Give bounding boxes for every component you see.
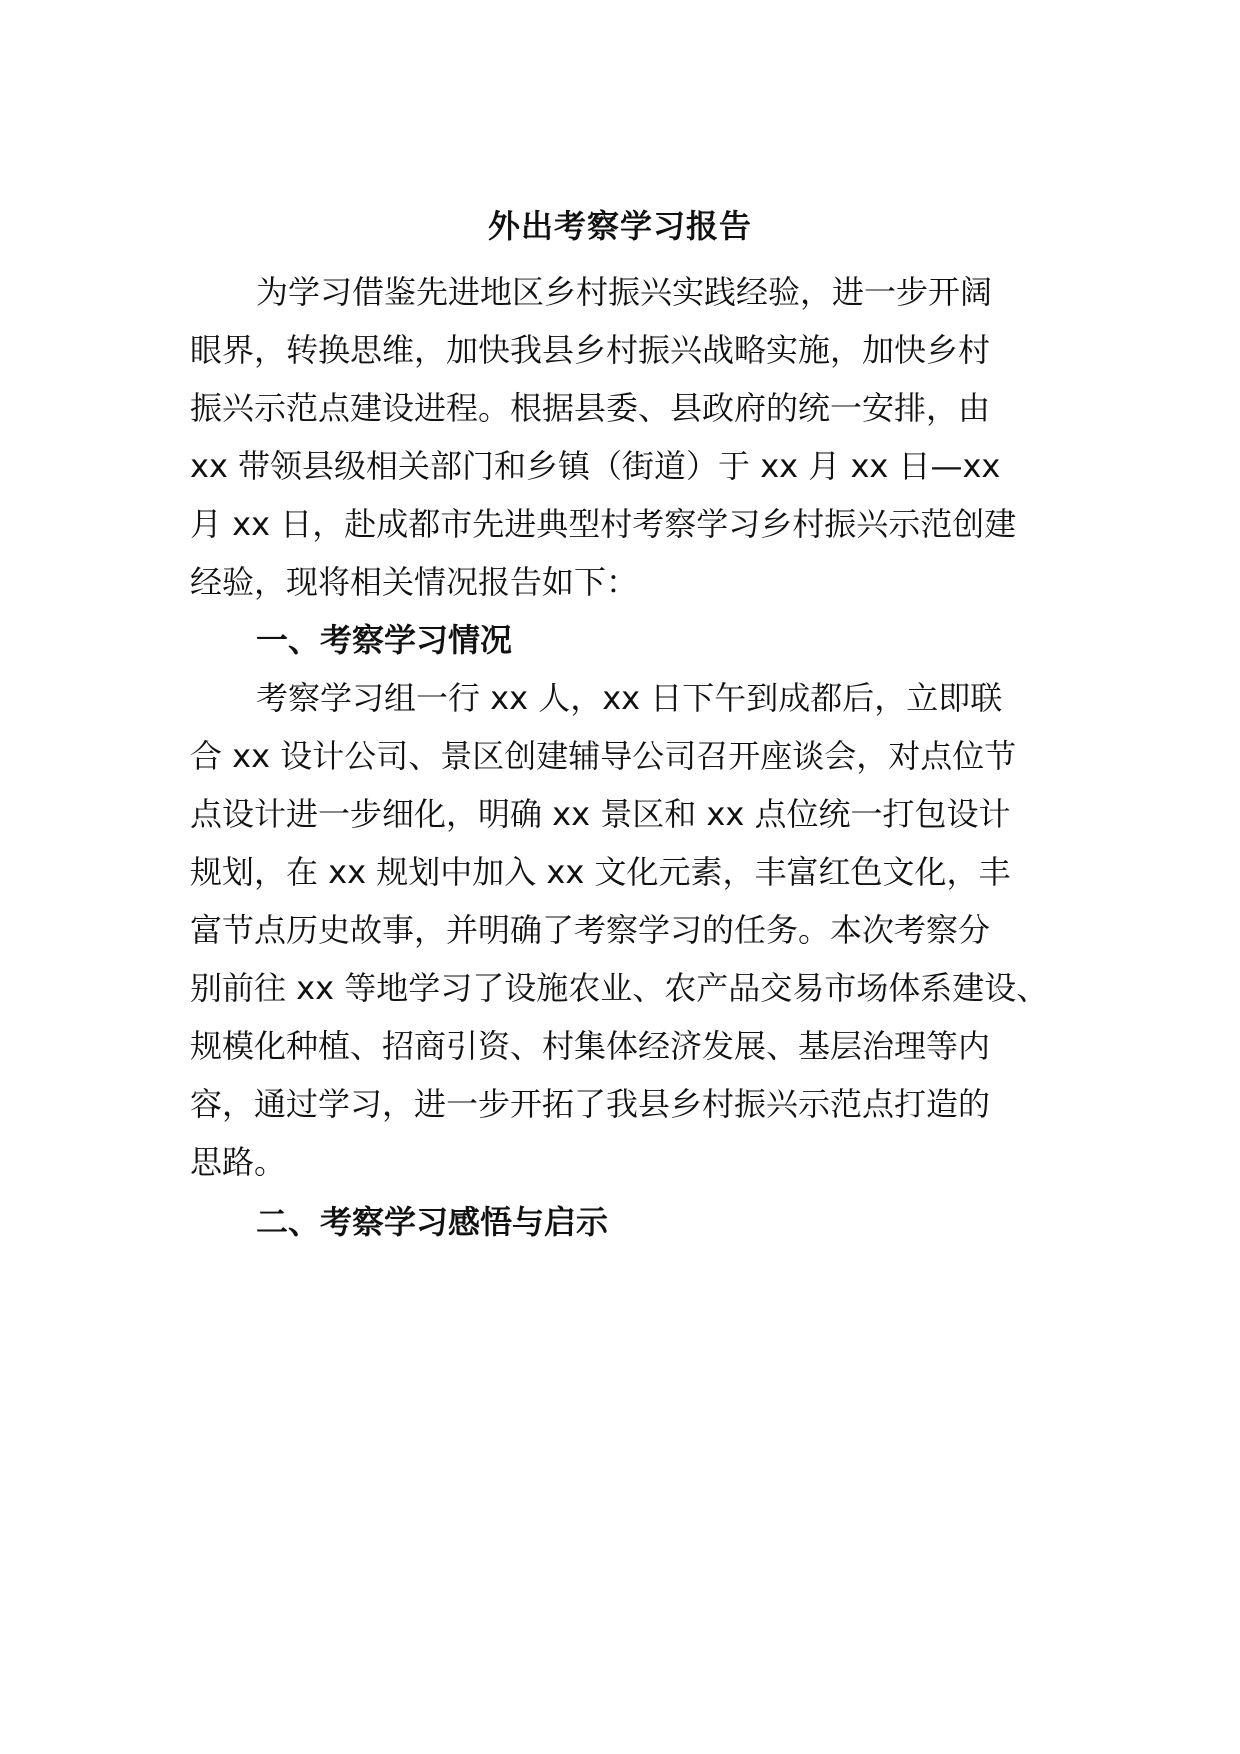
paragraph-line: 为学习借鉴先进地区乡村振兴实践经验，进一步开阔 [256, 273, 993, 311]
paragraph-line: 月 xx 日，赴成都市先进典型村考察学习乡村振兴示范创建 [190, 505, 1017, 543]
paragraph-line: 思路。 [190, 1143, 287, 1181]
paragraph-line: 眼界，转换思维，加快我县乡村振兴战略实施，加快乡村 [190, 331, 991, 369]
paragraph-line: 别前往 xx 等地学习了设施农业、农产品交易市场体系建设、 [190, 969, 1049, 1007]
paragraph-line: 经验，现将相关情况报告如下： [190, 563, 639, 601]
paragraph-line: 容，通过学习，进一步开拓了我县乡村振兴示范点打造的 [190, 1085, 991, 1123]
paragraph-line: 点设计进一步细化，明确 xx 景区和 xx 点位统一打包设计 [190, 795, 1011, 833]
paragraph-line: 规模化种植、招商引资、村集体经济发展、基层治理等内 [190, 1027, 991, 1065]
paragraph-line: 规划，在 xx 规划中加入 xx 文化元素，丰富红色文化，丰 [190, 853, 1011, 891]
paragraph-line: 振兴示范点建设进程。根据县委、县政府的统一安排，由 [190, 389, 991, 427]
paragraph-line: xx 带领县级相关部门和乡镇（街道）于 xx 月 xx 日—xx [190, 447, 1001, 485]
section-heading-2: 二、考察学习感悟与启示 [256, 1203, 609, 1241]
paragraph-line: 富节点历史故事，并明确了考察学习的任务。本次考察分 [190, 911, 991, 949]
section-heading-1: 一、考察学习情况 [256, 621, 513, 659]
document-title: 外出考察学习报告 [487, 207, 752, 245]
paragraph-line: 考察学习组一行 xx 人，xx 日下午到成都后，立即联 [256, 679, 1003, 717]
paragraph-line: 合 xx 设计公司、景区创建辅导公司召开座谈会，对点位节 [190, 737, 1017, 775]
